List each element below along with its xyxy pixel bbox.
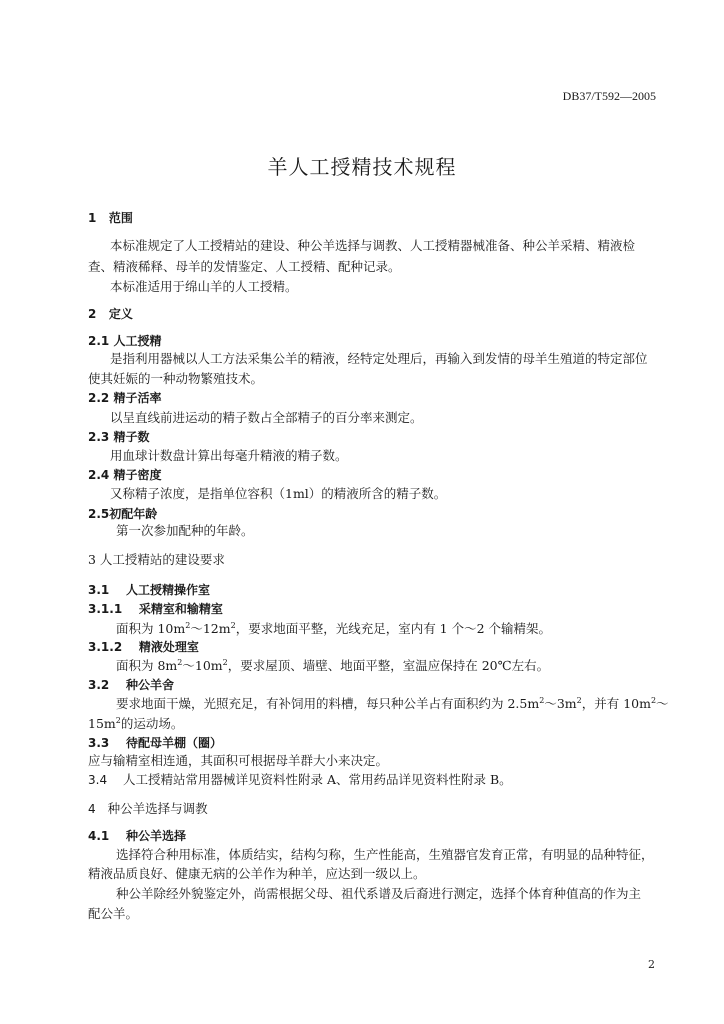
paragraph-line: 又称精子浓度，是指单位容积（1ml）的精液所含的精子数。: [110, 486, 447, 501]
page-number: 2: [648, 958, 655, 971]
paragraph-line: 面积为 $10m^2\sim 12m^2$，要求地面平整，光线充足，室内有 1 个～2 个输精架。: [116, 621, 552, 636]
paragraph-line: 本标准适用于绵山羊的人工授精。: [110, 279, 298, 294]
definition-heading: 2.3 精子数: [88, 430, 150, 444]
paragraph-line: $15m^2$的运动场。: [88, 716, 184, 731]
paragraph-line: 以呈直线前进运动的精子数占全部精子的百分率来测定。: [110, 410, 423, 425]
paragraph-line: 用血球计数盘计算出每毫升精液的精子数。: [110, 448, 348, 463]
definition-heading: 2.5初配年龄: [88, 507, 158, 521]
paragraph-line: 要求地面干燥，光照充足，有补饲用的料槽，每只种公羊占有面积约为 $2.5m^2\sim 3m^2$，并有 $10m^2\sim$: [116, 696, 669, 711]
paragraph-line: 精液品质良好、健康无病的公羊作为种羊，应达到一级以上。: [88, 866, 426, 881]
paragraph-line: 第一次参加配种的年龄。: [116, 523, 254, 538]
document-number: DB37/T592—2005: [562, 89, 656, 103]
paragraph-line: 选择符合种用标准，体质结实，结构匀称，生产性能高，生殖器官发育正常，有明显的品种特征，: [116, 847, 654, 862]
subsection-heading: 3.1 人工授精操作室: [88, 583, 210, 597]
paragraph-line: 面积为 $8m^2\sim 10m^2$，要求屋顶、墙壁、地面平整，室温应保持在 20℃左右。: [116, 658, 550, 673]
document-title: 羊人工授精技术规程: [267, 155, 457, 179]
paragraph-line: 使其妊娠的一种动物繁殖技术。: [88, 371, 264, 386]
paragraph-line: 应与输精室相连通，其面积可根据母羊群大小来决定。: [88, 753, 389, 768]
section-1-heading: 1 范围: [88, 211, 133, 225]
paragraph-line: 配公羊。: [88, 906, 139, 921]
subsection-heading: 3.2 种公羊舍: [88, 678, 174, 692]
subsection-heading: 3.1.2 精液处理室: [88, 640, 199, 654]
paragraph-line: 本标准规定了人工授精站的建设、种公羊选择与调教、人工授精器械准备、种公羊采精、精液检: [110, 238, 636, 253]
definition-heading: 2.2 精子活率: [88, 391, 162, 405]
subsection-heading: 3.3 待配母羊棚（圈）: [88, 736, 222, 750]
paragraph-line: 查、精液稀释、母羊的发情鉴定、人工授精、配种记录。: [88, 259, 401, 274]
subsection-line: 3.4 人工授精站常用器械详见资料性附录 A、常用药品详见资料性附录 B。: [88, 772, 512, 787]
paragraph-line: 是指利用器械以人工方法采集公羊的精液，经特定处理后，再输入到发情的母羊生殖道的特定部位: [110, 351, 648, 366]
section-3-heading: 3 人工授精站的建设要求: [88, 552, 225, 567]
definition-heading: 2.4 精子密度: [88, 468, 162, 482]
paragraph-line: 种公羊除经外貌鉴定外，尚需根据父母、祖代系谱及后裔进行测定，选择个体育种值高的作为主: [116, 886, 642, 901]
section-4-heading: 4 种公羊选择与调教: [88, 801, 208, 816]
section-2-heading: 2 定义: [88, 307, 133, 321]
subsection-heading: 3.1.1 采精室和输精室: [88, 602, 223, 616]
subsection-heading: 4.1 种公羊选择: [88, 829, 186, 843]
definition-heading: 2.1 人工授精: [88, 334, 162, 348]
